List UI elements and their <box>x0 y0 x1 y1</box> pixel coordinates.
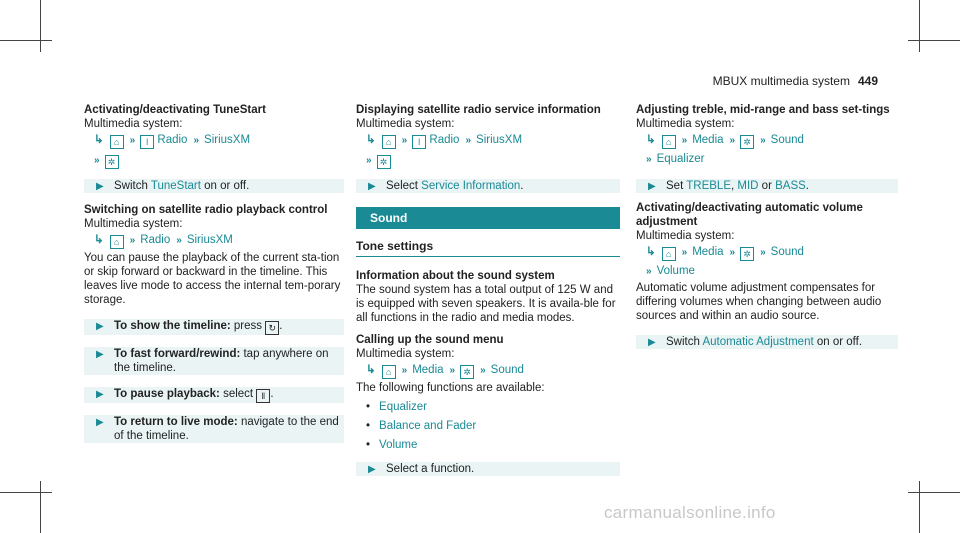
menu-siriusxm[interactable]: SiriusXM <box>204 134 251 146</box>
step-text: . <box>279 320 283 332</box>
automatic-adjustment-link[interactable]: Automatic Adjustment <box>702 336 814 348</box>
step-text: . <box>520 180 524 192</box>
section-title: Adjusting treble, mid-range and bass set-tings <box>636 104 890 116</box>
step-text: on or off. <box>813 336 863 348</box>
section-title: Activating/deactivating automatic volume adjustment <box>636 202 863 228</box>
crop-mark <box>919 481 920 533</box>
page-number: 449 <box>857 74 878 88</box>
step-text: , <box>731 180 738 192</box>
chevron-icon: » <box>176 235 182 246</box>
path-label: Multimedia system: <box>356 348 455 360</box>
section-title: Displaying satellite radio service information <box>356 104 601 116</box>
chevron-icon: » <box>480 365 486 376</box>
step-icon: ▶ <box>648 181 656 192</box>
list-item-volume[interactable]: • Volume <box>366 438 620 452</box>
arrow-icon: ↳ <box>366 364 376 376</box>
step-text: press <box>230 320 266 332</box>
instruction-step <box>84 179 344 193</box>
step-bold: To pause playback: <box>114 388 220 400</box>
instruction-step <box>84 387 344 403</box>
crop-mark <box>0 40 52 41</box>
menu-path <box>94 133 344 149</box>
timeline-icon[interactable]: ↻ <box>265 321 279 335</box>
home-icon[interactable]: ⌂ <box>382 135 396 149</box>
chevron-icon: » <box>646 154 652 165</box>
treble-link[interactable]: TREBLE <box>686 180 731 192</box>
settings-icon[interactable]: ✲ <box>105 155 119 169</box>
step-bold: To fast forward/rewind: <box>114 348 241 360</box>
path-label: Multimedia system: <box>636 230 735 242</box>
menu-sound[interactable]: Sound <box>770 134 804 146</box>
arrow-icon: ↳ <box>94 134 104 146</box>
step-icon: ▶ <box>96 349 104 360</box>
chevron-icon: » <box>465 135 472 146</box>
menu-path <box>646 264 898 279</box>
menu-radio[interactable]: Radio <box>157 134 188 146</box>
settings-icon[interactable]: ✲ <box>460 365 474 379</box>
chevron-icon: » <box>129 135 136 146</box>
settings-icon[interactable]: ✲ <box>377 155 391 169</box>
menu-path <box>366 363 620 379</box>
step-icon: ▶ <box>368 464 376 475</box>
watermark: carmanualsonline.info <box>604 503 776 522</box>
arrow-icon: ↳ <box>94 234 104 246</box>
arrow-icon: ↳ <box>646 134 656 146</box>
body-text: Automatic volume adjustment compensates for differing volumes when changing between audio sources and within an audio source. <box>636 282 882 322</box>
settings-icon[interactable]: ✲ <box>740 247 754 261</box>
home-icon[interactable]: ⌂ <box>662 247 676 261</box>
menu-sound[interactable]: Sound <box>770 246 804 258</box>
path-label: Multimedia system: <box>84 118 183 130</box>
step-text: Select a function. <box>386 463 475 475</box>
instruction-step <box>84 415 344 443</box>
chevron-icon: » <box>760 135 766 146</box>
home-icon[interactable]: ⌂ <box>110 235 124 249</box>
section-bar: Sound <box>356 207 620 229</box>
menu-media[interactable]: Media <box>692 246 724 258</box>
step-text: or <box>758 180 776 192</box>
crop-mark <box>908 40 960 41</box>
path-label: Multimedia system: <box>356 118 455 130</box>
step-text: tap anywhere on the timeline. <box>114 348 329 374</box>
list-item-balance[interactable]: • Balance and Fader <box>366 419 620 433</box>
crop-mark <box>919 0 920 52</box>
chevron-icon: » <box>760 247 766 258</box>
crop-mark <box>908 492 960 493</box>
step-icon: ▶ <box>96 181 104 192</box>
instruction-step <box>356 179 620 193</box>
radio-icon[interactable]: ǀ <box>140 135 154 149</box>
chevron-icon: » <box>94 155 100 166</box>
service-information-link[interactable]: Service Information <box>421 180 521 192</box>
section-title: Calling up the sound menu <box>356 334 504 346</box>
step-text: . <box>270 388 274 400</box>
home-icon[interactable]: ⌂ <box>382 365 396 379</box>
page-header <box>713 74 878 88</box>
instruction-step <box>84 347 344 375</box>
section-title: Activating/deactivating TuneStart <box>84 104 266 116</box>
crop-mark <box>0 492 52 493</box>
chevron-icon: » <box>401 365 408 376</box>
arrow-icon: ↳ <box>646 246 656 258</box>
instruction-step <box>636 335 898 349</box>
menu-path <box>646 152 898 167</box>
menu-path <box>366 133 620 149</box>
home-icon[interactable]: ⌂ <box>662 135 676 149</box>
step-text: Switch <box>114 180 151 192</box>
section-title: Information about the sound system <box>356 270 555 282</box>
step-icon: ▶ <box>96 321 104 332</box>
menu-path <box>646 133 898 149</box>
step-text: Set <box>666 180 687 192</box>
path-label: Multimedia system: <box>84 218 183 230</box>
instruction-step <box>356 462 620 476</box>
subsection-title: Tone settings <box>356 239 620 257</box>
home-icon[interactable]: ⌂ <box>110 135 124 149</box>
menu-volume[interactable]: Volume <box>656 265 695 277</box>
instruction-step <box>636 179 898 193</box>
radio-icon[interactable]: ǀ <box>412 135 426 149</box>
chevron-icon: » <box>129 235 136 246</box>
step-icon: ▶ <box>96 417 104 428</box>
section-title: Switching on satellite radio playback control <box>84 204 328 216</box>
menu-sound[interactable]: Sound <box>490 364 524 376</box>
tunestart-link[interactable]: TuneStart <box>150 180 201 192</box>
step-text: Switch <box>666 336 703 348</box>
list-item-equalizer[interactable]: • Equalizer <box>366 400 620 414</box>
crop-mark <box>40 0 41 52</box>
body-text: The sound system has a total output of 125 W and is equipped with seven speakers. It is availa-ble for all functions in the radio and media modes. <box>356 284 616 324</box>
chevron-icon: » <box>729 135 736 146</box>
step-text: select <box>219 388 257 400</box>
menu-media[interactable]: Media <box>412 364 444 376</box>
column-3 <box>636 103 898 349</box>
step-icon: ▶ <box>96 389 104 400</box>
step-icon: ▶ <box>368 181 376 192</box>
menu-path <box>646 245 898 261</box>
chevron-icon: » <box>729 247 736 258</box>
header-title: MBUX multimedia system <box>712 74 850 88</box>
bass-link[interactable]: BASS <box>775 180 806 192</box>
chevron-icon: » <box>681 135 688 146</box>
arrow-icon: ↳ <box>366 134 376 146</box>
step-bold: To return to live mode: <box>114 416 238 428</box>
chevron-icon: » <box>366 155 372 166</box>
column-2 <box>356 103 620 476</box>
menu-path <box>366 153 620 169</box>
crop-mark <box>40 481 41 533</box>
menu-path <box>94 153 344 169</box>
step-text: on or off. <box>200 180 250 192</box>
path-label: Multimedia system: <box>636 118 735 130</box>
menu-siriusxm[interactable]: SiriusXM <box>186 234 233 246</box>
step-text: Select <box>386 180 422 192</box>
settings-icon[interactable]: ✲ <box>740 135 754 149</box>
step-icon: ▶ <box>648 337 656 348</box>
menu-equalizer[interactable]: Equalizer <box>656 153 705 165</box>
chevron-icon: » <box>681 247 688 258</box>
chevron-icon: » <box>646 266 652 277</box>
step-text: navigate to the end of the timeline. <box>114 416 339 442</box>
menu-radio[interactable]: Radio <box>429 134 460 146</box>
mid-link[interactable]: MID <box>737 180 759 192</box>
menu-media[interactable]: Media <box>692 134 724 146</box>
step-bold: To show the timeline: <box>114 320 231 332</box>
column-1 <box>84 103 344 443</box>
chevron-icon: » <box>401 135 408 146</box>
pause-icon[interactable]: ‖ <box>256 389 270 403</box>
step-text: . <box>805 180 809 192</box>
instruction-step <box>84 319 344 335</box>
chevron-icon: » <box>193 135 200 146</box>
menu-siriusxm[interactable]: SiriusXM <box>476 134 523 146</box>
function-list <box>356 400 620 452</box>
chevron-icon: » <box>449 365 456 376</box>
menu-radio[interactable]: Radio <box>140 234 171 246</box>
body-text: You can pause the playback of the current sta-tion or skip forward or backward in the timeline. This leaves live mode to access the internal tem-porary storage. <box>84 252 341 306</box>
menu-path <box>94 233 344 249</box>
body-text: The following functions are available: <box>356 382 545 394</box>
